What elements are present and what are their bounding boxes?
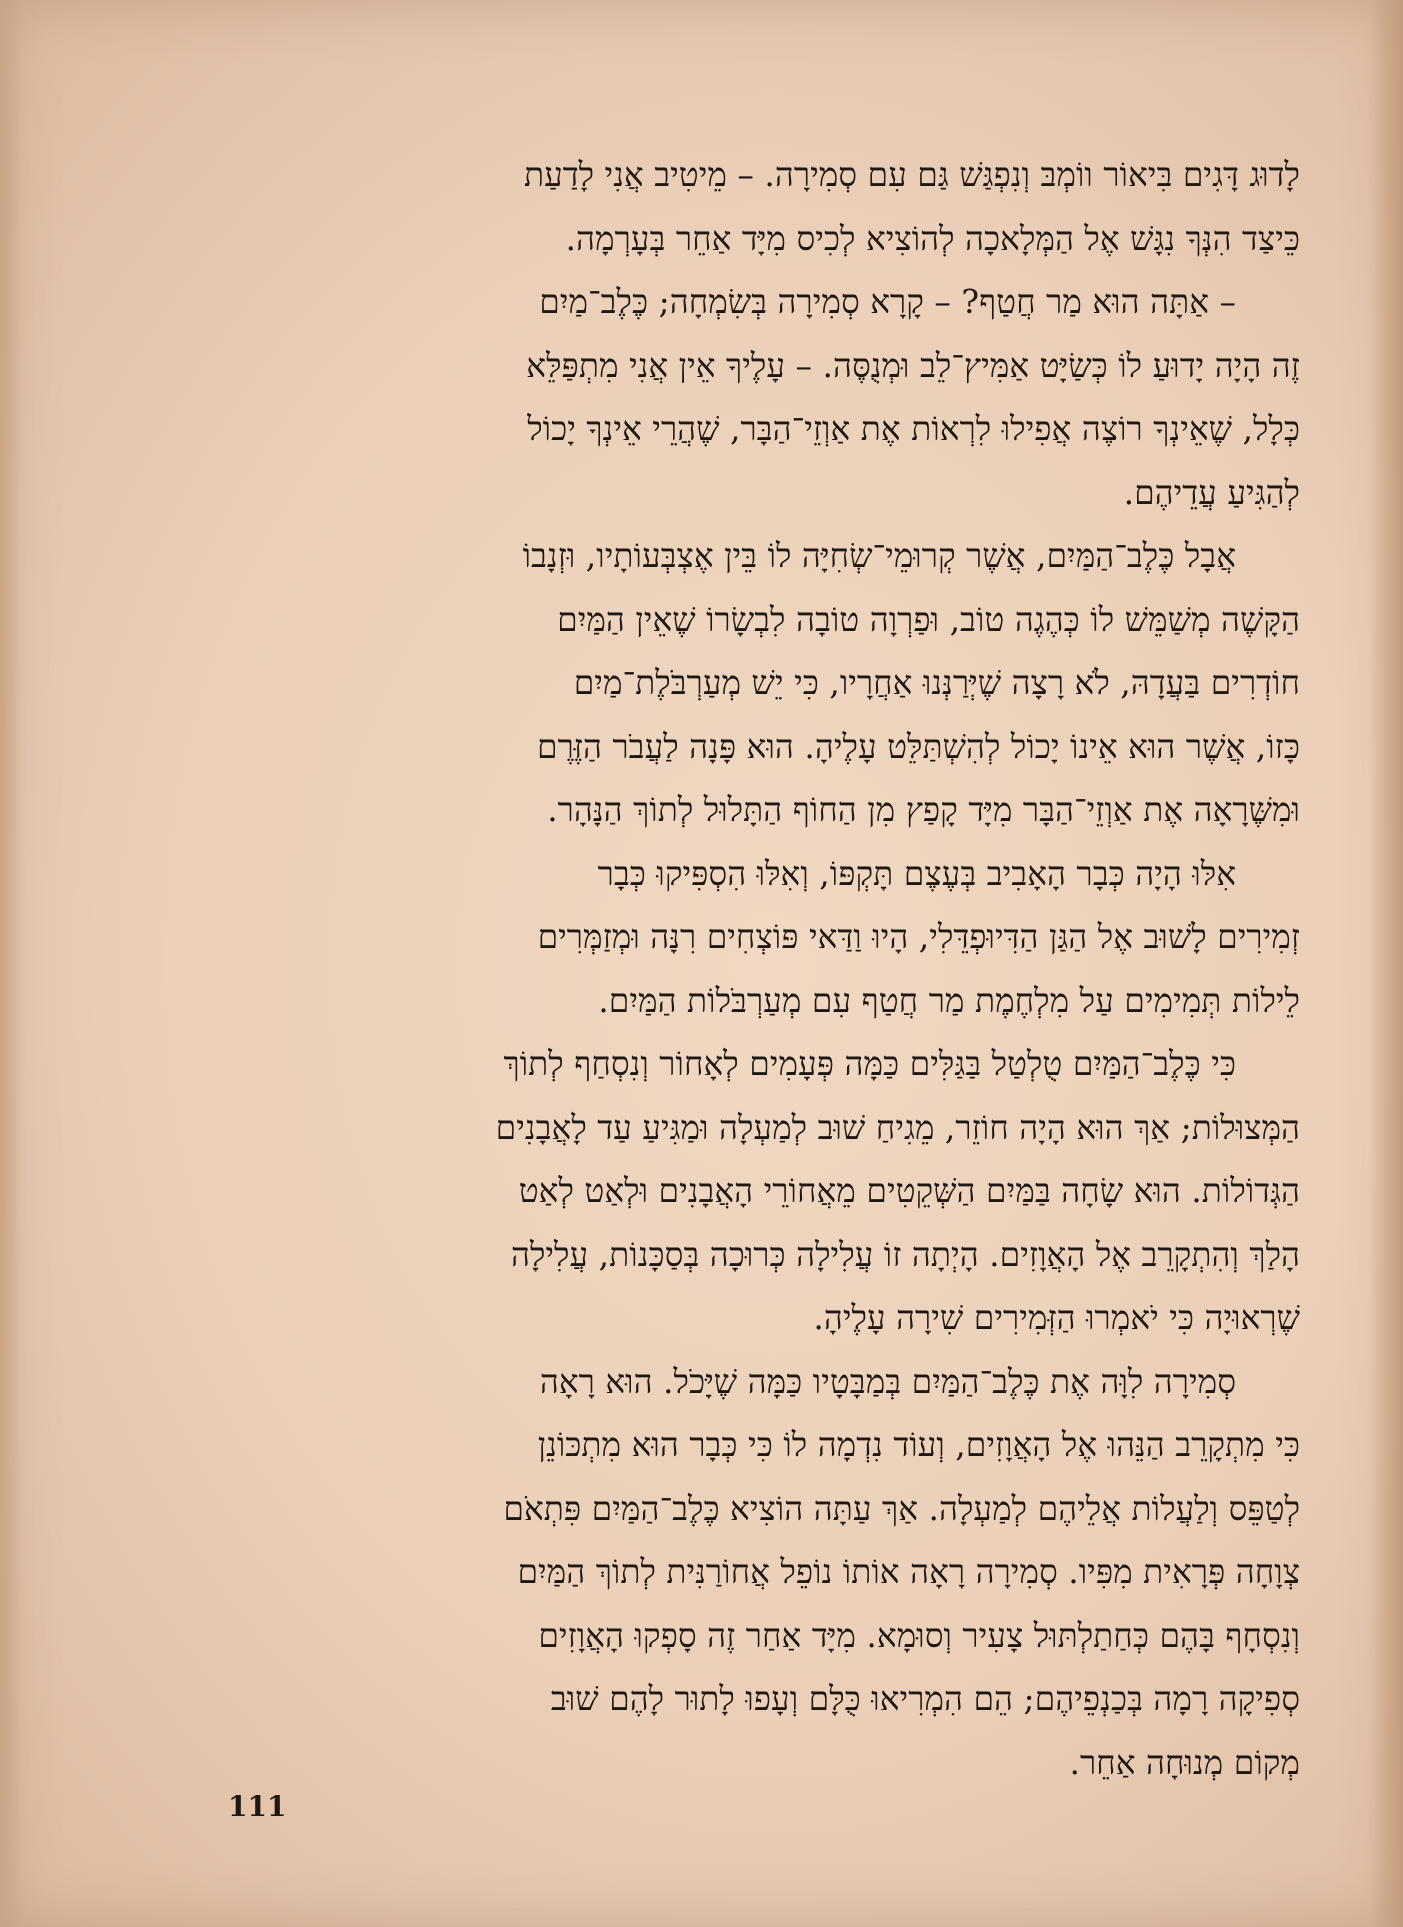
text-line: לְטַפֵּס וְלַעֲלוֹת אֲלֵיהֶם לְמַעְלָה. אַךְ עַתָּה הוֹצִיא כֶּלֶב־הַמַּיִם פִּתְאֹם <box>503 1488 1300 1528</box>
text-line: לָדוּג דָּגִים בִּיאוֹר ווֹמְבּ וְנִפְגַּשׁ גַּם עִם סְמִירָה. – מֵיטִיב אֲנִי לָדַעַת <box>523 155 1300 194</box>
text-line: סְמִירָה לִוָּה אֶת כֶּלֶב־הַמַּיִם בְּמַבָּטָיו כַּמָּה שֶׁיָּכֹל. הוּא רָאָה <box>539 1361 1236 1401</box>
text-line: לְהַגִּיעַ עֲדֵיהֶם. <box>1123 472 1300 512</box>
text-line: זְמִירִים לָשׁוּב אֶל הַגַּן הַדִּיוּפְדֵּלִי, הָיוּ וַדַּאי פּוֹצְחִים רִנָּה וּמְזַמְּרִים <box>537 917 1300 956</box>
text-line: זֶה הָיָה יָדוּעַ לוֹ כְּשַׂיָּט אַמִּיץ־לֵב וּמְנֻסֶּה. – עָלֶיךָ אֵין אֲנִי מִתְפַּלֵּא <box>526 345 1300 385</box>
text-line: צְוָחָה פְּרָאִית מִפִּיו. סְמִירָה רָאָה אוֹתוֹ נוֹפֵל אֲחוֹרַנִּית לְתוֹךְ הַמַּיִם <box>517 1552 1300 1591</box>
body-text <box>228 143 1300 1794</box>
text-line: מְקוֹם מְנוּחָה אַחֵר. <box>1069 1742 1300 1782</box>
text-line: כִּי מִתְקָרֵב הַנֵּהוּ אֶל הָאֲוָזִים, וְעוֹד נִדְמָה לוֹ כִּי כְּבָר הוּא מִתְכּוֹנֵן <box>537 1425 1300 1464</box>
text-line: חוֹדְרִים בַּעֲדָהּ, לֹא רָצָה שֶׁיְּרַנְּנוּ אַחֲרָיו, כִּי יֵשׁ מְעַרְבֹּלֶת־מַיִם <box>573 663 1300 702</box>
text-line: כֵּיצַד הִנְּךָ נִגָּשׁ אֶל הַמְּלָאכָה לְהוֹצִיא לְכִיס מִיָּד אַחֵר בְּעָרְמָה. <box>565 218 1300 258</box>
text-line: הַגְּדוֹלוֹת. הוּא שָׂחָה בַּמַּיִם הַשְּׁקֵטִים מֵאֲחוֹרֵי הָאֲבָנִים וּלְאַט לְאַט <box>518 1171 1300 1210</box>
text-line: הַמְּצוּלוֹת; אַךְ הוּא הָיָה חוֹזֵר, מֵגִיחַ שׁוּב לְמַעְלָה וּמַגִּיעַ עַד לָאֲבָנִים <box>495 1107 1300 1147</box>
page-number: 111 <box>228 1790 287 1823</box>
text-line: לֵילוֹת תְּמִימִים עַל מִלְחֶמֶת מַר חֲטַף עִם מְעַרְבֹּלוֹת הַמַּיִם. <box>598 980 1300 1020</box>
page-edge-shadow-right <box>1369 0 1403 1927</box>
text-line: אֲבָל כֶּלֶב־הַמַּיִם, אֲשֶׁר קְרוּמֵי־שְׂחִיָּה לוֹ בֵּין אֶצְבְּעוֹתָיו, וּזְנָבוֹ <box>522 536 1236 575</box>
text-line: וְנִסְחָף בָּהֶם כְּחַתַלְתּוּל צָעִיר וְסוּמָא. מִיָּד אַחַר זֶה סָפְקוּ הָאֲוָזִים <box>538 1615 1300 1655</box>
text-line: שֶׁרְאוּיָה כִּי יֹאמְרוּ הַזְּמִירִים שִׁירָה עָלֶיהָ. <box>813 1298 1300 1337</box>
text-line: הָלַךְ וְהִתְקָרֵב אֶל הָאֲוָזִים. הָיְתָה זוֹ עֲלִילָה כְּרוּכָה בְּסַכָּנוֹת, עֲלִילָה <box>510 1234 1300 1274</box>
text-line: הַקָּשֶׁה מְשַׁמֵּשׁ לוֹ כְּהֶגֶה טוֹב, וּפַרְוָה טוֹבָה לִבְשָׂרוֹ שֶׁאֵין הַמַּיִם <box>557 599 1300 639</box>
text-line: – אַתָּה הוּא מַר חֲטַף? – קָרָא סְמִירָה בְּשִׂמְחָה; כֶּלֶב־מַיִם <box>539 282 1236 321</box>
page-edge-shadow-left <box>0 0 22 1927</box>
text-line: אִלּוּ הָיָה כְּבָר הָאָבִיב בְּעֶצֶם תָּקְפּוֹ, וְאִלּוּ הִסְפִּיקוּ כְּבָר <box>597 853 1236 893</box>
text-line: כִּי כֶּלֶב־הַמַּיִם טֻלְטַל בַּגַּלִּים כַּמָּה פְּעָמִים לְאָחוֹר וְנִסְחַף לְתוֹךְ <box>503 1044 1236 1083</box>
text-line: וּמִשֶּׁרָאָה אֶת אַוְזֵי־הַבָּר מִיָּד קָפַץ מִן הַחוֹף הַתָּלוּל לְתוֹךְ הַנָּהָר. <box>547 790 1300 829</box>
text-line: כְּלָל, שֶׁאֵינְךָ רוֹצֶה אֲפִילוּ לִרְאוֹת אֶת אַוְזֵי־הַבָּר, שֶׁהֲרֵי אֵינְךָ יָכוֹל <box>527 409 1300 448</box>
text-line: סְפִיקָה רָמָה בְּכַנְפֵיהֶם; הֵם הִמְרִיאוּ כֻּלָּם וְעָפוּ לָתוּר לָהֶם שׁוּב <box>550 1679 1300 1718</box>
text-line: כָּזוֹ, אֲשֶׁר הוּא אֵינוֹ יָכוֹל לְהִשְׁתַּלֵּט עָלֶיהָ. הוּא פָּנָה לַעֲבֹר הַזֶּרֶם <box>536 726 1300 766</box>
